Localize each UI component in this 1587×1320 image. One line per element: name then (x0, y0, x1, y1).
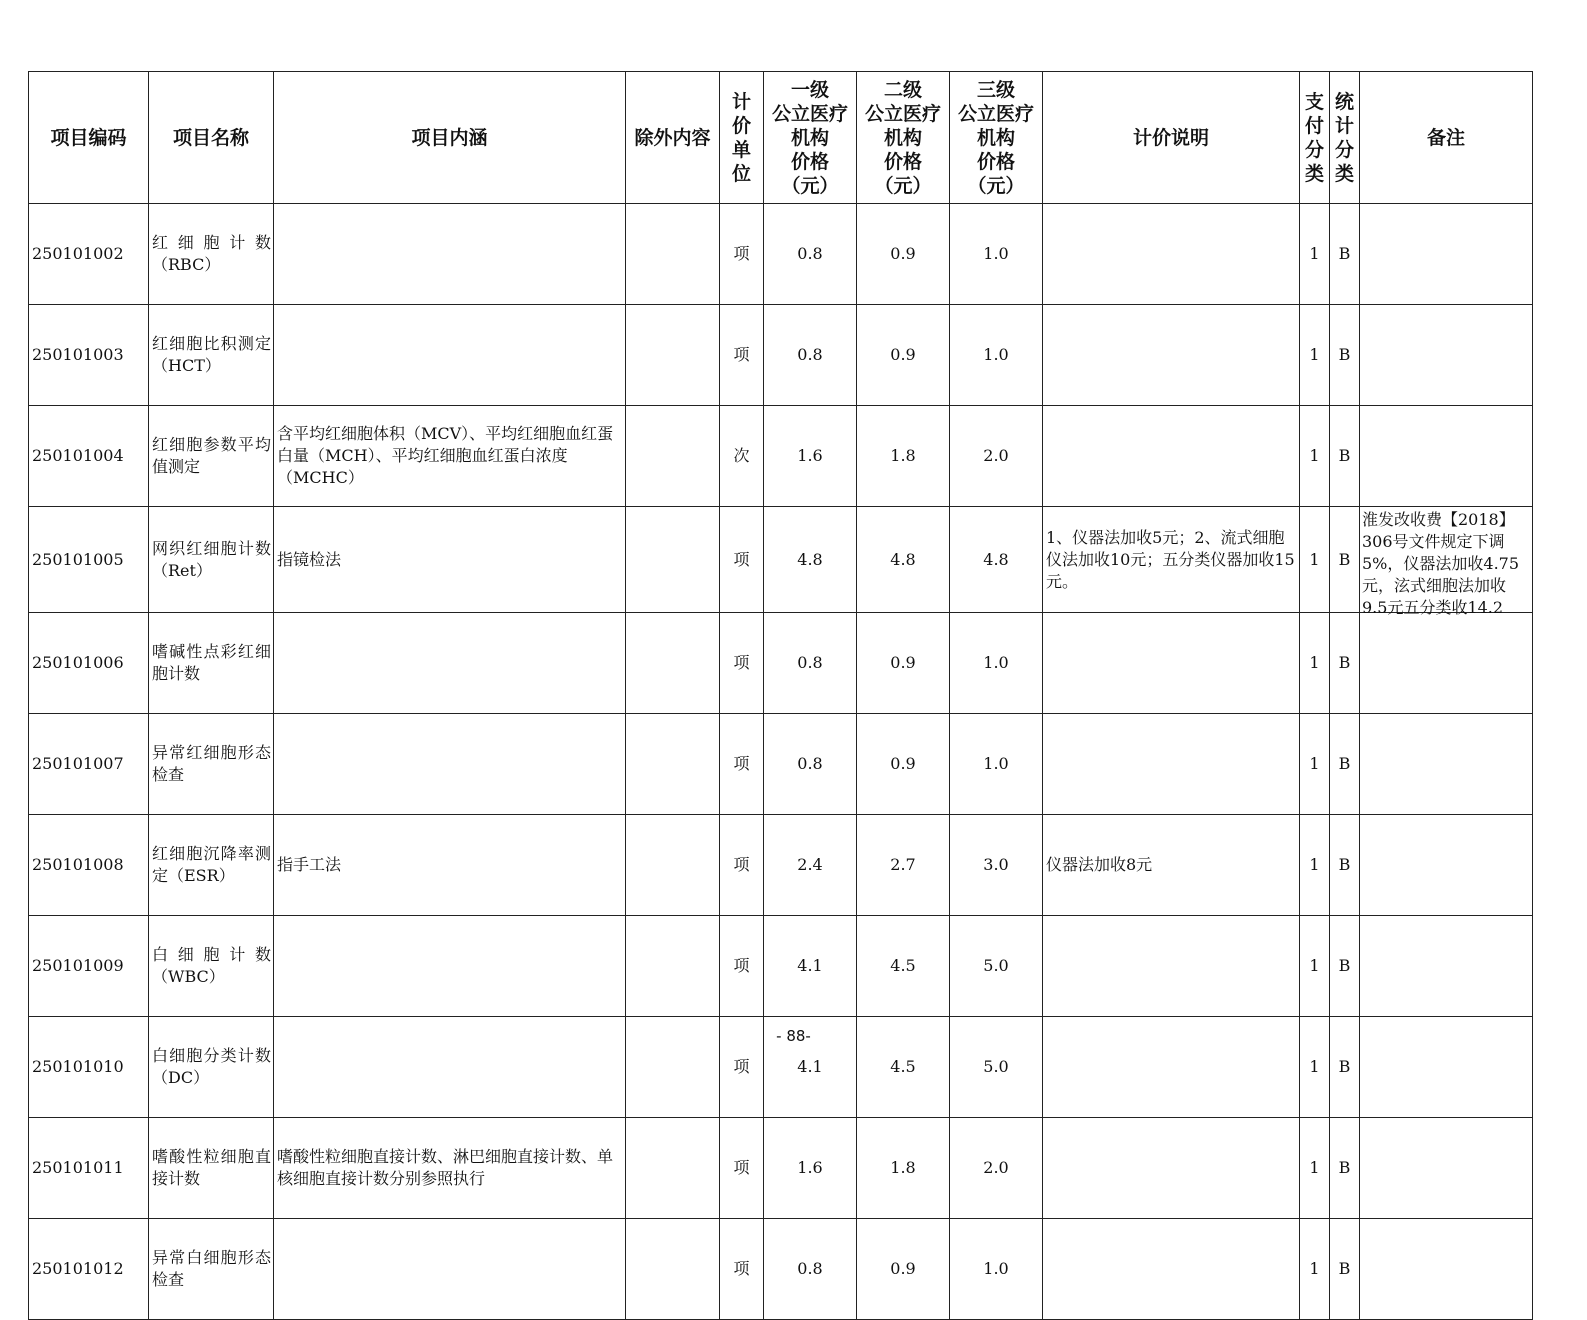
cell-name: 红细胞参数平均值测定 (149, 406, 274, 507)
cell-exclusions (626, 714, 720, 815)
cell-remark-text (1362, 817, 1530, 915)
cell-exclusions (626, 507, 720, 613)
cell-pay-class: 1 (1300, 204, 1330, 305)
cell-pay-class: 1 (1300, 406, 1330, 507)
cell-price-level3: 3.0 (950, 815, 1043, 916)
cell-name: 白细胞计数（WBC） (149, 916, 274, 1017)
cell-notes (1043, 613, 1300, 714)
table-row (29, 1219, 1533, 1320)
cell-notes (1043, 916, 1300, 1017)
cell-price-level3: 5.0 (950, 916, 1043, 1017)
cell-name: 红细胞计数（RBC） (149, 204, 274, 305)
cell-name: 白细胞分类计数（DC） (149, 1017, 274, 1118)
cell-price-level1: 4.8 (764, 507, 857, 613)
cell-unit: 项 (720, 1017, 764, 1118)
cell-content: 指镜检法 (274, 507, 626, 613)
cell-remark-text (1362, 1120, 1530, 1218)
table-row (29, 204, 1533, 305)
cell-price-level1: 4.1 (764, 1017, 857, 1118)
cell-stat-class: B (1330, 204, 1360, 305)
cell-price-level2: 1.8 (857, 406, 950, 507)
table-row (29, 406, 1533, 507)
cell-code: 250101004 (29, 406, 149, 507)
cell-pay-class: 1 (1300, 613, 1330, 714)
page-number: - 88- (776, 1027, 811, 1045)
header-price2-line: （元） (874, 174, 932, 197)
header-name: 项目名称 (149, 72, 274, 204)
cell-price-level2: 0.9 (857, 613, 950, 714)
cell-notes: 1、仪器法加收5元；2、流式细胞仪法加收10元；五分类仪器加收15元。 (1043, 507, 1300, 613)
cell-exclusions (626, 613, 720, 714)
header-price3-line: 机构 (976, 126, 1015, 149)
cell-remark-text (1362, 615, 1530, 713)
cell-remark-text (1362, 918, 1530, 1016)
cell-price-level3: 1.0 (950, 305, 1043, 406)
cell-remark-text (1362, 408, 1530, 506)
cell-price-level1: 1.6 (764, 406, 857, 507)
cell-notes (1043, 305, 1300, 406)
cell-name: 异常白细胞形态检查 (149, 1219, 274, 1320)
cell-code: 250101005 (29, 507, 149, 613)
cell-name: 红细胞沉降率测定（ESR） (149, 815, 274, 916)
header-unit-text: 计价单位 (731, 90, 751, 185)
cell-stat-class: B (1330, 406, 1360, 507)
cell-content (274, 613, 626, 714)
cell-remark-text (1362, 307, 1530, 405)
cell-unit: 项 (720, 507, 764, 613)
cell-remark-text: 淮发改收费【2018】306号文件规定下调5%，仪器法加收4.75元，泫式细胞法加收9.5元五分类收14.2 (1362, 510, 1520, 617)
cell-price-level2: 0.9 (857, 204, 950, 305)
cell-pay-class: 1 (1300, 305, 1330, 406)
header-price3-line: 三级 (976, 78, 1015, 101)
cell-stat-class: B (1330, 1118, 1360, 1219)
header-price1-line: 一级 (790, 78, 829, 101)
cell-content (274, 305, 626, 406)
cell-remark (1360, 815, 1533, 916)
cell-price-level2: 0.9 (857, 1219, 950, 1320)
cell-code: 250101008 (29, 815, 149, 916)
cell-price-level1: 1.6 (764, 1118, 857, 1219)
cell-exclusions (626, 204, 720, 305)
cell-stat-class: B (1330, 507, 1360, 613)
cell-price-level1: 0.8 (764, 613, 857, 714)
cell-price-level3: 2.0 (950, 1118, 1043, 1219)
header-price3-line: 价格 (976, 150, 1015, 173)
cell-unit: 项 (720, 305, 764, 406)
cell-code: 250101010 (29, 1017, 149, 1118)
cell-content (274, 916, 626, 1017)
cell-price-level1: 0.8 (764, 204, 857, 305)
cell-content (274, 714, 626, 815)
header-exclusions: 除外内容 (626, 72, 720, 204)
header-notes: 计价说明 (1043, 72, 1300, 204)
header-price-level3 (950, 72, 1043, 204)
cell-price-level3: 4.8 (950, 507, 1043, 613)
cell-code: 250101002 (29, 204, 149, 305)
cell-pay-class: 1 (1300, 1017, 1330, 1118)
header-price2-line: 机构 (883, 126, 922, 149)
cell-price-level2: 1.8 (857, 1118, 950, 1219)
cell-remark (1360, 507, 1533, 617)
cell-remark (1360, 714, 1533, 815)
cell-price-level2: 4.8 (857, 507, 950, 613)
header-price3-line: （元） (967, 174, 1025, 197)
header-stat-class-text: 统计分类 (1334, 90, 1354, 185)
cell-price-level2: 4.5 (857, 1017, 950, 1118)
cell-stat-class: B (1330, 714, 1360, 815)
cell-price-level1: 4.1 (764, 916, 857, 1017)
cell-notes (1043, 406, 1300, 507)
cell-name: 嗜碱性点彩红细胞计数 (149, 613, 274, 714)
header-price1-line: 公立医疗 (771, 102, 848, 125)
cell-content: 嗜酸性粒细胞直接计数、淋巴细胞直接计数、单核细胞直接计数分别参照执行 (274, 1118, 626, 1219)
cell-price-level2: 0.9 (857, 305, 950, 406)
table-row (29, 1118, 1533, 1219)
cell-content (274, 204, 626, 305)
header-price2-line: 二级 (883, 78, 922, 101)
cell-price-level1: 2.4 (764, 815, 857, 916)
header-price-level1 (764, 72, 857, 204)
cell-exclusions (626, 406, 720, 507)
cell-unit: 项 (720, 714, 764, 815)
cell-name: 嗜酸性粒细胞直接计数 (149, 1118, 274, 1219)
cell-name: 网织红细胞计数（Ret） (149, 507, 274, 613)
cell-name: 红细胞比积测定（HCT） (149, 305, 274, 406)
cell-remark-text (1362, 206, 1530, 304)
cell-price-level1: 0.8 (764, 714, 857, 815)
header-code: 项目编码 (29, 72, 149, 204)
cell-pay-class: 1 (1300, 815, 1330, 916)
table-row (29, 507, 1533, 613)
cell-pay-class: 1 (1300, 507, 1330, 613)
header-price-level2 (857, 72, 950, 204)
cell-exclusions (626, 815, 720, 916)
cell-remark (1360, 916, 1533, 1017)
table-row (29, 714, 1533, 815)
cell-price-level3: 2.0 (950, 406, 1043, 507)
cell-notes (1043, 1219, 1300, 1320)
cell-stat-class: B (1330, 1017, 1360, 1118)
cell-remark (1360, 613, 1533, 714)
table-row (29, 305, 1533, 406)
header-price2-line: 价格 (883, 150, 922, 173)
cell-stat-class: B (1330, 613, 1360, 714)
cell-code: 250101009 (29, 916, 149, 1017)
cell-exclusions (626, 1118, 720, 1219)
cell-unit: 项 (720, 815, 764, 916)
cell-price-level2: 0.9 (857, 714, 950, 815)
cell-price-level2: 4.5 (857, 916, 950, 1017)
table-row (29, 815, 1533, 916)
cell-unit: 项 (720, 916, 764, 1017)
cell-price-level3: 1.0 (950, 1219, 1043, 1320)
cell-unit: 项 (720, 1219, 764, 1320)
header-pay-class (1300, 72, 1330, 204)
header-stat-class (1330, 72, 1360, 204)
cell-price-level3: 1.0 (950, 714, 1043, 815)
cell-content: 含平均红细胞体积（MCV）、平均红细胞血红蛋白量（MCH）、平均红细胞血红蛋白浓度（MCHC） (274, 406, 626, 507)
cell-code: 250101012 (29, 1219, 149, 1320)
header-price2-line: 公立医疗 (864, 102, 941, 125)
cell-content (274, 1219, 626, 1320)
cell-unit: 项 (720, 1118, 764, 1219)
cell-name: 异常红细胞形态检查 (149, 714, 274, 815)
cell-price-level1: 0.8 (764, 1219, 857, 1320)
cell-remark-text (1362, 1221, 1530, 1319)
cell-price-level2: 2.7 (857, 815, 950, 916)
cell-exclusions (626, 305, 720, 406)
cell-pay-class: 1 (1300, 1118, 1330, 1219)
header-pay-class-text: 支付分类 (1304, 90, 1324, 185)
header-content: 项目内涵 (274, 72, 626, 204)
header-price1-line: （元） (781, 174, 839, 197)
cell-remark (1360, 204, 1533, 305)
header-price1-line: 机构 (790, 126, 829, 149)
cell-pay-class: 1 (1300, 714, 1330, 815)
cell-exclusions (626, 916, 720, 1017)
cell-price-level3: 5.0 (950, 1017, 1043, 1118)
cell-remark (1360, 1219, 1533, 1320)
cell-remark (1360, 305, 1533, 406)
header-price1-line: 价格 (790, 150, 829, 173)
cell-notes (1043, 1118, 1300, 1219)
cell-code: 250101011 (29, 1118, 149, 1219)
cell-remark (1360, 406, 1533, 507)
header-row (29, 72, 1533, 204)
cell-unit: 次 (720, 406, 764, 507)
cell-unit: 项 (720, 613, 764, 714)
header-unit (720, 72, 764, 204)
cell-price-level3: 1.0 (950, 613, 1043, 714)
cell-price-level1: 0.8 (764, 305, 857, 406)
table-row (29, 613, 1533, 714)
cell-stat-class: B (1330, 305, 1360, 406)
price-table (28, 71, 1533, 1320)
cell-remark-text (1362, 716, 1530, 814)
header-remarks: 备注 (1360, 72, 1533, 204)
cell-price-level3: 1.0 (950, 204, 1043, 305)
cell-exclusions (626, 1219, 720, 1320)
cell-unit: 项 (720, 204, 764, 305)
header-price3-line: 公立医疗 (957, 102, 1034, 125)
cell-stat-class: B (1330, 1219, 1360, 1320)
cell-stat-class: B (1330, 916, 1360, 1017)
cell-code: 250101003 (29, 305, 149, 406)
cell-code: 250101007 (29, 714, 149, 815)
cell-remark (1360, 1118, 1533, 1219)
cell-content: 指手工法 (274, 815, 626, 916)
cell-pay-class: 1 (1300, 1219, 1330, 1320)
cell-notes (1043, 204, 1300, 305)
table-row (29, 916, 1533, 1017)
cell-notes: 仪器法加收8元 (1043, 815, 1300, 916)
cell-notes (1043, 714, 1300, 815)
cell-code: 250101006 (29, 613, 149, 714)
cell-pay-class: 1 (1300, 916, 1330, 1017)
cell-stat-class: B (1330, 815, 1360, 916)
